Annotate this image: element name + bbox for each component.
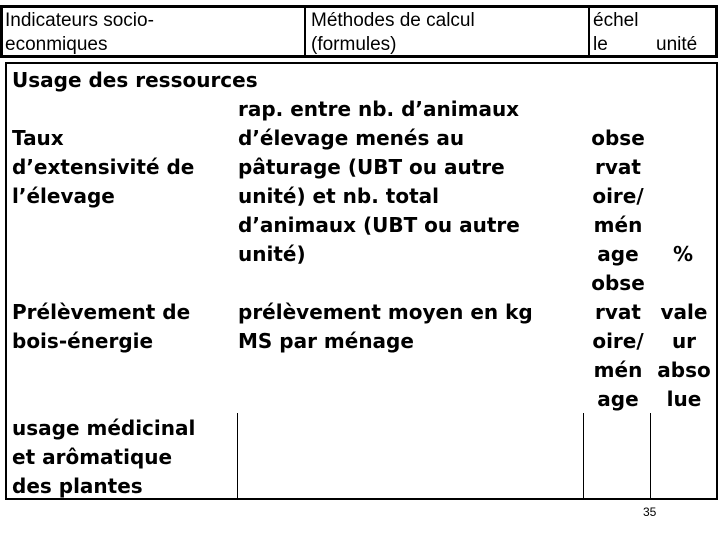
page-number: 35 — [643, 505, 657, 519]
grid-line — [237, 413, 238, 500]
header-scale: échel le — [593, 10, 639, 55]
grid-line — [0, 5, 718, 8]
row2-indicator: Prélèvement de bois-énergie — [12, 300, 191, 353]
grid-line — [716, 62, 718, 500]
header-methods: Méthodes de calcul (formules) — [311, 10, 475, 55]
header-indicators: Indicateurs socio- econmiques — [5, 10, 154, 55]
row2-unit: vale ur abso lue — [657, 300, 711, 411]
grid-line — [588, 5, 590, 58]
grid-line — [5, 62, 7, 500]
section-title: Usage des ressources — [12, 68, 258, 92]
row1-method: rap. entre nb. d’animaux d’élevage menés au pâturage (UBT ou autre unité) et nb. total d’animaux (UBT ou autre unité) — [238, 97, 520, 266]
row1-indicator: Taux d’extensivité de l’élevage — [12, 126, 195, 208]
grid-line — [650, 413, 651, 500]
grid-line — [583, 413, 584, 500]
grid-line — [304, 5, 306, 58]
row3-indicator: usage médicinal et arômatique des plantes — [12, 416, 196, 498]
grid-line — [5, 62, 718, 64]
row1-unit: % — [672, 242, 694, 266]
grid-line — [0, 5, 3, 58]
header-unit: unité — [656, 34, 698, 55]
row2-method: prélèvement moyen en kg MS par ménage — [238, 300, 533, 353]
row1-scale: obse rvat oire/ mén age — [591, 126, 645, 266]
row2-scale: obse rvat oire/ mén age — [591, 271, 645, 411]
